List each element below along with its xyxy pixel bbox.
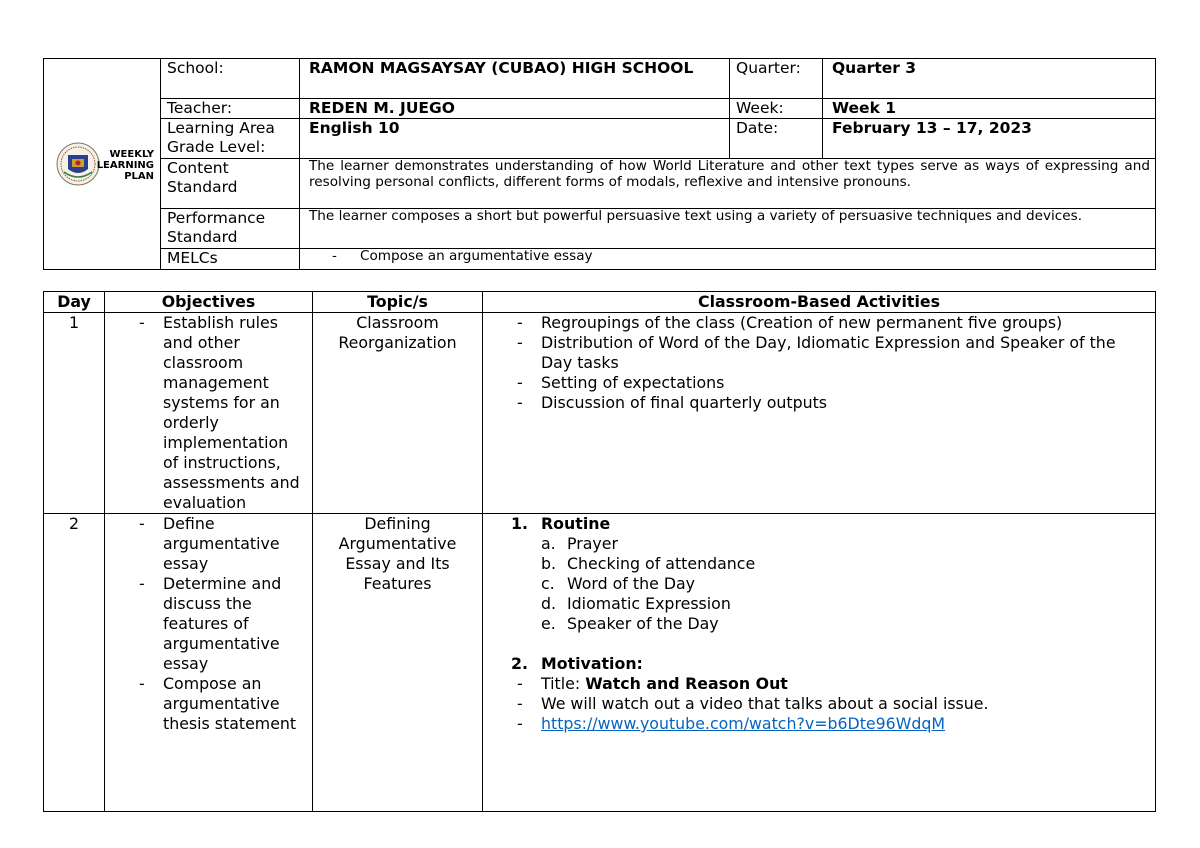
routine-list [541, 534, 1150, 634]
list-item: c. Word of the Day [541, 574, 696, 593]
col-header-objectives: Objectives [105, 292, 313, 313]
list-item: b. Checking of attendance [541, 554, 756, 573]
list-item: - Regroupings of the class (Creation of new permanent five groups) [517, 313, 1063, 332]
teacher-value: REDEN M. JUEGO [300, 99, 730, 119]
list-item: - Determine and discuss the features of argumentative essay [139, 574, 282, 673]
date-value: February 13 – 17, 2023 [823, 119, 1156, 159]
logo-cell [44, 59, 161, 270]
learning-area-value: English 10 [300, 119, 730, 159]
routine-heading: 1. Routine [511, 514, 611, 533]
motivation-heading: 2. Motivation: [511, 654, 643, 673]
list-item: - Establish rules and other classroom management systems for an orderly implementation of instructions, assessments and evaluation [139, 313, 300, 512]
date-label: Date: [730, 119, 823, 159]
quarter-label: Quarter: [730, 59, 823, 99]
performance-standard-value: The learner composes a short but powerful persuasive text using a variety of persuasive techniques and devices. [300, 209, 1156, 249]
list-item: - Distribution of Word of the Day, Idiomatic Expression and Speaker of the Day tasks [517, 333, 1116, 372]
list-item: a. Prayer [541, 534, 618, 553]
objectives-cell [105, 514, 313, 812]
list-item: - Setting of expectations [517, 373, 725, 392]
teacher-label: Teacher: [161, 99, 300, 119]
table-row [44, 313, 1156, 514]
melcs-label: MELCs [161, 249, 300, 270]
quarter-value: Quarter 3 [823, 59, 1156, 99]
plan-header-row [44, 292, 1156, 313]
activities-cell [483, 514, 1156, 812]
topic-cell: Defining Argumentative Essay and Its Features [313, 514, 483, 812]
week-value: Week 1 [823, 99, 1156, 119]
list-item: e. Speaker of the Day [541, 614, 719, 633]
list-item: - Define argumentative essay [139, 514, 280, 573]
list-item: - We will watch out a video that talks about a social issue. [517, 694, 989, 713]
list-item: - Compose an argumentative thesis statement [139, 674, 297, 733]
plan-table [43, 291, 1156, 812]
objectives-cell [105, 313, 313, 514]
video-link[interactable]: https://www.youtube.com/watch?v=b6Dte96WdqM [541, 714, 946, 733]
content-standard-value: The learner demonstrates understanding of how World Literature and other text types serve as ways of expressing and resolving personal conflicts, different forms of modals, reflexive and intensive pronouns. [300, 159, 1156, 209]
list-item: d. Idiomatic Expression [541, 594, 731, 613]
school-label: School: [161, 59, 300, 99]
header-table [43, 58, 1156, 270]
school-value: RAMON MAGSAYSAY (CUBAO) HIGH SCHOOL [300, 59, 730, 99]
col-header-activities: Classroom-Based Activities [483, 292, 1156, 313]
list-item: - https://www.youtube.com/watch?v=b6Dte96WdqM [517, 714, 946, 733]
melcs-value: - Compose an argumentative essay [300, 249, 1156, 270]
col-header-topics: Topic/s [313, 292, 483, 313]
topic-cell: Classroom Reorganization [313, 313, 483, 514]
week-label: Week: [730, 99, 823, 119]
performance-standard-label: Performance Standard [161, 209, 300, 249]
table-row [44, 514, 1156, 812]
learning-area-label: Learning Area Grade Level: [161, 119, 300, 159]
video-title: Watch and Reason Out [585, 674, 788, 693]
activities-cell [483, 313, 1156, 514]
day-number: 1 [44, 313, 105, 514]
logo [48, 134, 156, 194]
day-number: 2 [44, 514, 105, 812]
col-header-day: Day [44, 292, 105, 313]
deped-seal-icon [56, 142, 100, 186]
list-item: - Title: Watch and Reason Out [517, 674, 788, 693]
list-item: - Discussion of final quarterly outputs [517, 393, 828, 412]
content-standard-label: Content Standard [161, 159, 300, 209]
weekly-learning-plan-label: WEEKLY LEARNING PLAN [96, 149, 154, 182]
